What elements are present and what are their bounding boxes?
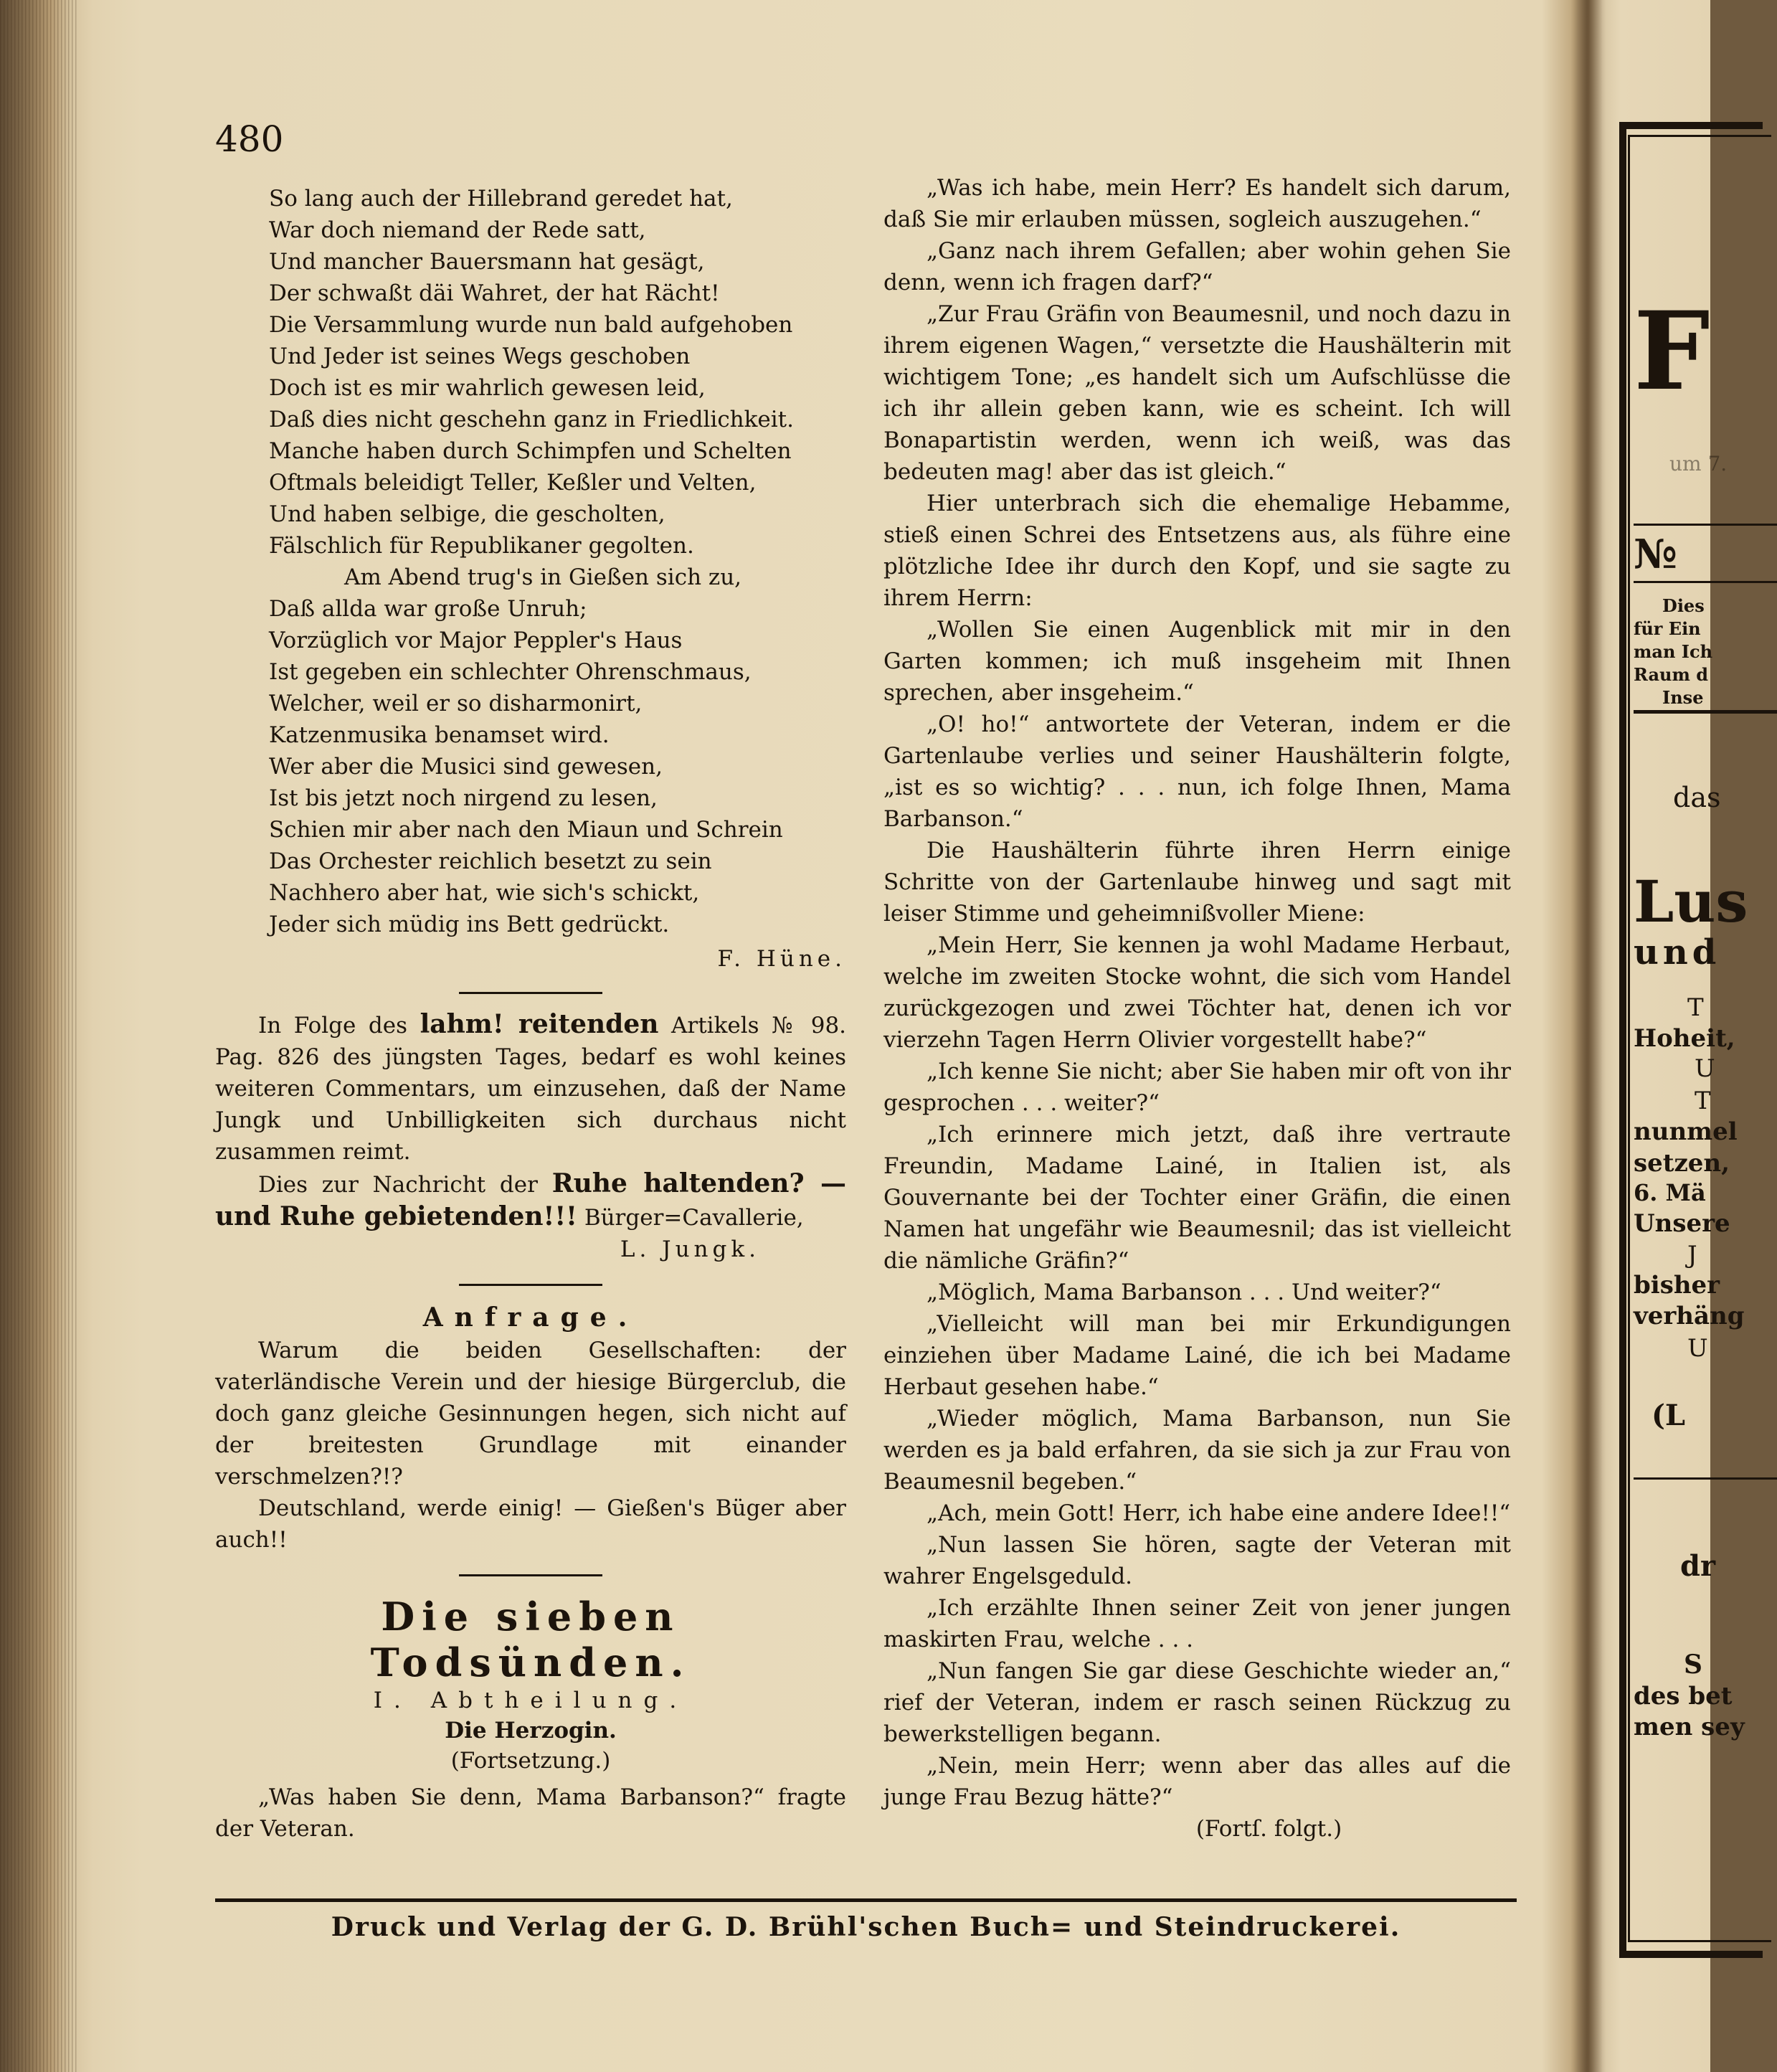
story-to-be-continued: (Fortſ. folgt.): [1195, 1816, 1342, 1842]
story-paragraph: „Ganz nach ihrem Gefallen; aber wohin gehen Sie denn, wenn ich fragen darf?“: [883, 238, 1511, 295]
poem-line: So lang auch der Hillebrand geredet hat,: [269, 186, 733, 212]
next-page-t1: T: [1687, 993, 1704, 1022]
story-paragraph: „Möglich, Mama Barbanson . . . Und weiter?“: [927, 1279, 1441, 1305]
poem-line: Das Orchester reichlich besetzt zu sein: [269, 848, 712, 874]
poem-line: Und Jeder ist seines Wegs geschoben: [269, 344, 691, 369]
story-paragraph: „Ich erzählte Ihnen seiner Zeit von jener jungen maskirten Frau, welche . . .: [883, 1595, 1511, 1652]
story-paragraph: „O! ho!“ antwortete der Veteran, indem er die Gartenlaube verlies und seiner Haushälterin folgte, „ist es so wichtig? . . . nun, ich folge Ihnen, Mama Barbanson.“: [883, 711, 1511, 832]
notice-jungk-text-3: Dies zur Nachricht der: [258, 1172, 538, 1198]
notice-jungk-text: In Folge des: [258, 1013, 408, 1039]
story-title: Die sieben Todsünden.: [370, 1594, 691, 1685]
story-paragraph: „Ach, mein Gott! Herr, ich habe eine andere Idee!!“: [927, 1500, 1511, 1526]
page-edge-stack: [0, 0, 79, 2072]
story-paragraph: „Wieder möglich, Mama Barbanson, nun Sie werden es ja bald erfahren, da sie sich ja zur Frau von Beaumesnil begeben.“: [883, 1406, 1511, 1495]
notice-jungk-text-4: Bürger=Cavallerie,: [584, 1205, 804, 1231]
next-page-ad-line: Dies: [1662, 595, 1705, 616]
next-page-und: und: [1634, 932, 1721, 973]
notice-jungk-paragraph: [215, 1008, 846, 1168]
story-paragraph: „Wollen Sie einen Augenblick mit mir in den Garten kommen; ich muß insgeheim mit Ihnen sprechen, aber insgeheim.“: [883, 617, 1511, 706]
next-page-ad-line: man Ich: [1634, 641, 1713, 662]
next-page-bisher: bisher: [1634, 1271, 1720, 1300]
next-page-paren: (L: [1652, 1399, 1686, 1432]
story-left-opening: „Was haben Sie denn, Mama Barbanson?“ fragte der Veteran.: [215, 1784, 846, 1842]
book-gutter: [1570, 0, 1606, 2072]
next-page-big-letter: F: [1634, 288, 1710, 415]
next-page-fragment: [1619, 122, 1748, 1958]
poem-line: Jeder sich müdig ins Bett gedrückt.: [269, 912, 670, 937]
next-page-j: J: [1687, 1241, 1697, 1269]
story-subtitle: Die Herzogin.: [445, 1718, 617, 1744]
anfrage-closing: Deutschland, werde einig! — Gießen's Büger aber auch!!: [215, 1495, 846, 1553]
poem-line: Katzenmusika benamset wird.: [269, 722, 610, 748]
next-page-t2: T: [1695, 1087, 1711, 1115]
next-page-rule-3: [1634, 710, 1777, 714]
poem-line: War doch niemand der Rede satt,: [269, 217, 646, 243]
story-paragraph: „Nun lassen Sie hören, sagte der Veteran mit wahrer Engelsgeduld.: [883, 1532, 1511, 1589]
story-paragraph: „Vielleicht will man bei mir Erkundigungen einziehen über Madame Lainé, die ich bei Madame Herbaut gesehen habe.“: [883, 1311, 1511, 1400]
story-paragraph: „Nein, mein Herr; wenn aber das alles auf die junge Frau Bezug hätte?“: [883, 1753, 1511, 1810]
divider-2: [459, 1284, 602, 1286]
page-number: 480: [215, 118, 284, 160]
notice-jungk-paragraph-2: [215, 1168, 846, 1234]
poem-line: Oftmals beleidigt Teller, Keßler und Velten,: [269, 470, 757, 496]
next-page-dr: dr: [1680, 1549, 1716, 1583]
next-page-das: das: [1673, 782, 1721, 813]
divider-3: [459, 1574, 602, 1576]
divider: [459, 992, 602, 994]
story-section: I. Abtheilung.: [373, 1688, 688, 1713]
poem-line: Und mancher Bauersmann hat gesägt,: [269, 249, 705, 275]
next-page-unsere: Unsere: [1634, 1209, 1730, 1238]
poem: [215, 183, 846, 940]
story-paragraph: „Ich erinnere mich jetzt, daß ihre vertraute Freundin, Madame Lainé, in Italien ist, als Gouvernante bei der Tochter einer Gräfin, die einen Namen hat ungefähr wie Beaumesnil; das ist vielleicht die nämliche Gräfin?“: [883, 1122, 1511, 1274]
next-page-u2: U: [1687, 1334, 1708, 1363]
story-paragraph: „Nun fangen Sie gar diese Geschichte wieder an,“ rief der Veteran, indem er rasch seinen Rückzug zu bewerkstelligen begann.: [883, 1658, 1511, 1747]
anfrage-title: Anfrage.: [422, 1302, 639, 1333]
anfrage-body: Warum die beiden Gesellschaften: der vaterländische Verein und der hiesige Bürgerclub, die doch ganz gleiche Gesinnungen hegen, sich nicht auf der breitesten Grundlage mit einander verschmelzen?!?: [215, 1338, 846, 1490]
poem-line: Daß allda war große Unruh;: [269, 596, 587, 622]
story-paragraph: „Ich kenne Sie nicht; aber Sie haben mir oft von ihr gesprochen . . . weiter?“: [883, 1059, 1511, 1116]
next-page-rule: [1634, 524, 1777, 526]
next-page-verhaeng: verhäng: [1634, 1302, 1745, 1330]
poem-line: Doch ist es mir wahrlich gewesen leid,: [269, 375, 706, 401]
poem-line: Wer aber die Musici sind gewesen,: [269, 754, 663, 780]
poem-line: Schien mir aber nach den Miaun und Schrein: [269, 817, 783, 843]
next-page-hoheit: Hoheit,: [1634, 1024, 1735, 1053]
next-page-lus: Lus: [1634, 868, 1748, 935]
next-page-bleed-text: um 7.: [1669, 452, 1728, 476]
poem-signature: F. Hüne.: [717, 946, 846, 972]
next-page-men-sey: men sey: [1634, 1713, 1745, 1741]
printer-imprint: Druck und Verlag der G. D. Brühl'schen Buch= und Steindruckerei.: [331, 1912, 1401, 1942]
notice-jungk-emphasis: lahm! reitenden: [420, 1009, 659, 1039]
notice-jungk-emphasis-2: Ruhe haltenden? — und Ruhe gebietenden!!!: [215, 1168, 846, 1231]
story-paragraph: Die Haushälterin führte ihren Herrn einige Schritte von der Gartenlaube hinweg und sagt mit leiser Stimme und geheimnißvoller Miene:: [883, 838, 1511, 927]
next-page-u1: U: [1695, 1054, 1715, 1083]
next-page-rule-2: [1634, 581, 1777, 583]
notice-jungk-signature: L. Jungk.: [620, 1236, 760, 1262]
next-page-setzen: setzen,: [1634, 1149, 1730, 1178]
poem-line: Am Abend trug's in Gießen sich zu,: [344, 564, 742, 590]
story-paragraph: „Zur Frau Gräfin von Beaumesnil, und noch dazu in ihrem eigenen Wagen,“ versetzte die Haushälterin mit wichtigem Tone; „es handelt sich um Aufschlüsse die ich ihr allein geben kann, wie es scheint. Ich will Bonapartistin werden, wenn ich weiß, was das bedeuten mag! aber das ist gleich.“: [883, 301, 1511, 485]
poem-line: Welcher, weil er so disharmonirt,: [269, 691, 643, 716]
poem-line: Daß dies nicht geschehn ganz in Friedlichkeit.: [269, 407, 794, 432]
poem-line: Die Versammlung wurde nun bald aufgehoben: [269, 312, 793, 338]
story-paragraph: Hier unterbrach sich die ehemalige Hebamme, stieß einen Schrei des Entsetzens aus, als führe eine plötzliche Idee ihr durch den Kopf, und sie sagte zu ihrem Herrn:: [883, 491, 1511, 611]
next-page-des-bet: des bet: [1634, 1682, 1733, 1711]
poem-line: Der schwaßt däi Wahret, der hat Rächt!: [269, 280, 720, 306]
next-page-ad-line: Inse: [1662, 687, 1704, 708]
left-column: [215, 183, 846, 1845]
poem-line: Ist gegeben ein schlechter Ohrenschmaus,: [269, 659, 752, 685]
next-page-number-sign: №: [1634, 531, 1677, 578]
story-continued: (Fortsetzung.): [450, 1748, 611, 1774]
notice-jungk-text-2: Artikels № 98. Pag. 826 des jüngsten Tages, bedarf es wohl keines weiteren Commentars, um einzusehen, daß der Name Jungk und Unbilligkeiten sich durchaus nicht zusammen reimt.: [215, 1013, 847, 1165]
poem-line: Fälschlich für Republikaner gegolten.: [269, 533, 694, 559]
story-paragraph: „Was ich habe, mein Herr? Es handelt sich darum, daß Sie mir erlauben müssen, sogleich auszugehen.“: [883, 175, 1511, 232]
next-page-nunmel: nunmel: [1634, 1117, 1738, 1146]
story-paragraph: „Mein Herr, Sie kennen ja wohl Madame Herbaut, welche im zweiten Stocke wohnt, die sich vom Handel zurückgezogen und zwei Töchter hat, denen ich vor vierzehn Tagen Herrn Olivier vorgestellt habe?“: [883, 932, 1511, 1053]
poem-line: Und haben selbige, die gescholten,: [269, 501, 665, 527]
footer-rule: [215, 1898, 1517, 1902]
poem-line: Ist bis jetzt noch nirgend zu lesen,: [269, 785, 658, 811]
next-page-rule-4: [1634, 1477, 1777, 1480]
poem-line: Manche haben durch Schimpfen und Schelten: [269, 438, 792, 464]
next-page-ad-line: Raum d: [1634, 664, 1709, 685]
next-page-s: S: [1684, 1650, 1702, 1680]
next-page-sechs: 6. Mä: [1634, 1179, 1706, 1206]
poem-line: Vorzüglich vor Major Peppler's Haus: [269, 628, 683, 653]
right-column: [883, 172, 1511, 1845]
next-page-ad-line: für Ein: [1634, 618, 1701, 639]
poem-line: Nachhero aber hat, wie sich's schickt,: [269, 880, 700, 906]
